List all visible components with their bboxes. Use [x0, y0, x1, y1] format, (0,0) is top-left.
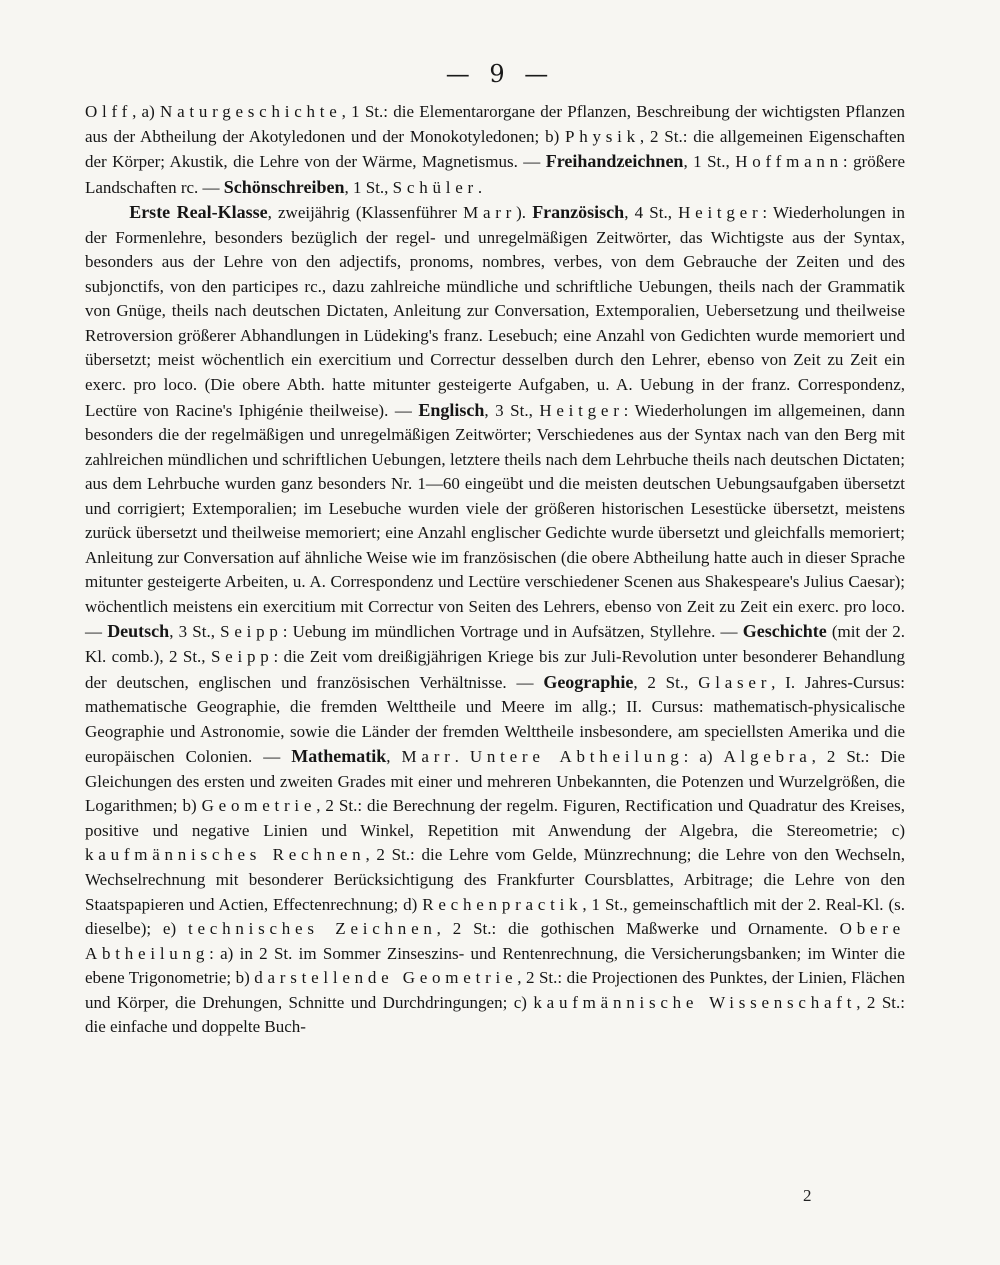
spaced-term: Untere Abtheilung: [469, 747, 684, 767]
spaced-term: Physik: [565, 126, 640, 146]
text-run: : Wiederholungen in der Formenlehre, besonders bezüglich der regel- und unregelmäßigen Zeitwörter, das Wichtigste aus der Syntax, besonders aus der Lehre von den adjectifs, pronoms, nombres, verbes, von dem Gebrauche der Zeiten und des subjonctifs, von den participes rc., dazu zahlreiche mündliche und schriftliche Uebungen, theils nach der Grammatik von Gnüge, theils nach deutschen Dictaten, Anleitung zur Conversation, Extemporalien, Uebersetzung und theilweise Retroversion größerer Abhandlungen in Lüdeking's franz. Lesebuch; eine Anzahl von Gedichten wurde memoriert und übersetzt; meist wöchentlich ein exercitium und Correctur desselben durch den Lehrer, ebenso von Zeit zu Zeit ein exerc. pro loco. (Die obere Abth. hatte mitunter gesteigerte Aufgaben, u. A. Uebung in der franz. Correspondenz, Lectüre von Racine's Iphigénie theilweise). —: [85, 203, 905, 420]
spaced-term: technisches Zeichnen: [187, 919, 437, 939]
spaced-term: Seipp: [210, 647, 274, 667]
text-run: , 2 St.: die Projectionen des Punktes, der Linien, Flächen und Körper, die Drehungen, Schnitte und Durchdringungen; c): [85, 968, 905, 1012]
text-run: : a) in 2 St. im Sommer Zinseszins- und Rentenrechnung, die Versicherungsbanken; im Winter die ebene Trigonometrie; b): [85, 943, 905, 988]
text-run: : Wiederholungen im allgemeinen, dann besonders die der regelmäßigen und unregelmäßigen Zeitwörter; Verschiedenes aus der Syntax nach van den Berg mit zahlreichen mündlichen und schriftlichen Uebungen, letztere theils nach dem Lehrbuche theils nach deutschen Dictaten; aus dem Lehrbuche wurden ganz besonders Nr. 1—60 eingeübt und die meisten deutschen Uebungsaufgaben übersetzt und corrigiert; Extemporalien; im Lesebuche wurden viele der größeren historischen Lesestücke übersetzt, meistens zurück übersetzt und theilweise memoriert; eine Anzahl englischer Gedichte wurde übersetzt und gleichfalls memoriert; Anleitung zur Conversation auf ähnliche Weise wie im französischen (die obere Abtheilung hatte auch in dieser Sprache mitunter gesteigerte Arbeiten, u. A. Correspondenz und Lectüre verschiedener Scenen aus Shakespeare's Julius Caesar); wöchentlich meistens ein exercitium mit Correctur von Seiten des Lehrers, ebenso von Zeit zu Zeit ein exerc. pro loco. —: [85, 400, 906, 642]
spaced-term: kaufmännisches Rechnen: [85, 845, 366, 865]
subject-heading: Mathematik: [291, 746, 387, 767]
text-run: , zweijährig (Klassenführer: [267, 203, 464, 223]
text-run: .: [454, 747, 470, 767]
paragraph-continued: [85, 100, 905, 200]
signature-mark: 2: [803, 1186, 812, 1205]
page-number: — 9 —: [445, 60, 555, 88]
spaced-term: Geometrie: [201, 796, 317, 816]
text-run: , 2 St.: die Lehre vom Gelde, Münzrechnung; die Lehre von den Wechseln, Wechselrechnung mit besonderer Berücksichtigung des Frankfurter Coursblattes, Arbitrage; die Lehre von den Staatspapieren und Actien, Effectenrechnung; d): [85, 845, 906, 914]
text-run: , 3 St.,: [169, 622, 221, 642]
text-run: , 3 St.,: [484, 400, 540, 420]
subject-heading: Schönschreiben: [223, 176, 345, 197]
text-run: , 1 St.: die Elementarorgane der Pflanzen, Beschreibung der wichtigsten Pflanzen aus der Abtheilung der Akotyledonen und der Monokotyledonen; b): [85, 102, 905, 146]
text-run: , 2 St.: die gothischen Maßwerke und Ornamente.: [436, 919, 840, 939]
text-run: ,: [386, 747, 402, 767]
spaced-term: Schüler: [392, 177, 478, 197]
text-run: ).: [516, 203, 533, 223]
subject-heading: Geographie: [543, 671, 634, 692]
spaced-term: Seipp: [220, 622, 283, 642]
spaced-term: Heitger: [678, 203, 763, 223]
subject-heading: Deutsch: [107, 621, 170, 642]
text-run: , a): [132, 102, 161, 121]
text-run: : a): [683, 747, 724, 767]
text-run: , 4 St.,: [624, 203, 679, 223]
text-run: , I. Jahres-Cursus: mathematische Geographie, die fremden Welttheile und Meere im allg.; II. Cursus: mathematisch-physicalische Geographie und Astronomie, sowie die Länder der fremden Welttheile insbesondere, am speciellsten Amerika und die europäischen Colonien. —: [85, 672, 906, 767]
text-run: , 2 St.: die Berechnung der regelm. Figuren, Rectification und Quadratur des Kreises, positive und negative Linien und Winkel, Repetition mit Anwendung der Algebra, die Stereometrie; c): [85, 796, 905, 840]
text-run: , 1 St.,: [683, 152, 736, 172]
subject-heading: Freihandzeichnen: [545, 151, 684, 172]
spaced-term: Obere Abtheilung: [85, 919, 905, 963]
text-run: .: [477, 177, 483, 197]
spaced-term: Marr: [401, 747, 455, 767]
text-run: , 2 St.: die allgemeinen Eigenschaften der Körper; Akustik, die Lehre von der Wärme, Magnetismus. —: [85, 126, 905, 172]
spaced-term: Hoffmann: [735, 152, 843, 172]
text-run: , 2 St.: Die Gleichungen des ersten und zweiten Grades mit einer und mehreren Unbekannten, die Potenzen und Wurzelgrößen, die Logarithmen; b): [85, 747, 906, 816]
spaced-term: Marr: [463, 203, 517, 223]
text-run: , 1 St.,: [344, 177, 393, 197]
spaced-term: Olff: [85, 102, 133, 121]
spaced-term: Naturgeschichte: [160, 102, 342, 121]
text-run: : die Zeit vom dreißigjährigen Kriege bis zur Juli-Revolution unter besonderer Behandlung der deutschen, englischen und französischen Verhältnisse. —: [85, 647, 905, 692]
text-run: , 2 St.,: [633, 672, 699, 692]
subject-heading: Englisch: [418, 399, 485, 420]
spaced-term: kaufmännische Wissenschaft: [533, 992, 857, 1012]
spaced-term: Glaser: [698, 672, 772, 692]
spaced-term: Algebra: [723, 747, 812, 767]
subject-heading: Erste Real-Klasse: [129, 202, 268, 223]
text-run: (mit der 2. Kl. comb.), 2 St.,: [85, 622, 906, 667]
text-run: : Uebung im mündlichen Vortrage und in Aufsätzen, Styllehre. —: [282, 622, 743, 642]
document-body: [85, 100, 905, 1040]
text-run: , 2 St.: die einfache und doppelte Buch-: [85, 992, 905, 1037]
text-run: , 1 St., gemeinschaftlich mit der 2. Real-Kl. (s. dieselbe); e): [85, 894, 906, 939]
spaced-term: Heitger: [539, 400, 624, 420]
text-run: : größere Landschaften rc. —: [85, 152, 905, 197]
subject-heading: Französisch: [532, 202, 625, 223]
subject-heading: Geschichte: [742, 621, 827, 642]
spaced-term: darstellende Geometrie: [254, 968, 518, 988]
spaced-term: Rechenpractik: [422, 894, 583, 914]
paragraph-erste-real-klasse: [85, 200, 905, 1040]
